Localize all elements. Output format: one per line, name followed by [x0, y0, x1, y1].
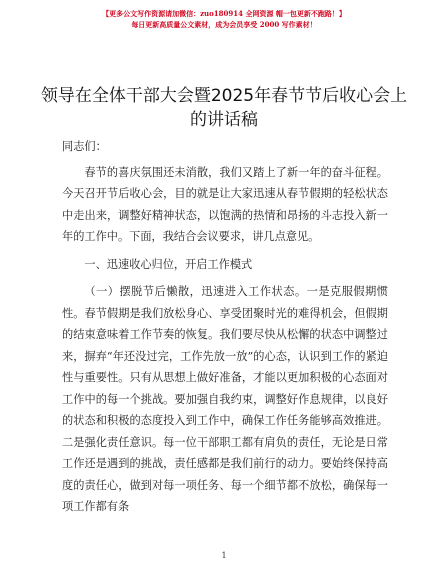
promo-banner — [0, 8, 448, 30]
promo-banner-line-2: 每日更新高质量公文素材，成为会员享受 2000 写作素材！ — [131, 20, 317, 29]
section-heading-1: 一、迅速收心归位，开启工作模式 — [84, 257, 253, 271]
promo-banner-line-1: 【更多公文写作资源请加微信：zuo180914 全网资源 帽一包更新不跑路！】 — [102, 9, 346, 18]
page-number: 1 — [221, 551, 227, 560]
document-title: 领导在全体干部大会暨2025年春节节后收心会上的讲话稿 — [40, 86, 408, 130]
document-body — [62, 136, 388, 518]
paragraph-section-1-1: （一）摆脱节后懒散，迅速进入工作状态。一是克服假期惯性。春节假期是我们放松身心、享受团聚时光的难得机会，但假期的结束意味着工作节奏的恢复。我们要尽快从松懈的状态中调整过来，摒弃“年还没过完，工作先放一放”的心态，认识到工作的紧迫性与重要性。只有从思想上做好准备，才能以更加积极的心态面对工作中的每一个挑战。要加强自我约束，调整好作息规律，以良好的状态和积极的态度投入到工作中，确保工作任务能够高效推进。二是强化责任意识。每一位干部职工都有肩负的责任，无论是日常工作还是遇到的挑战，责任感都是我们前行的动力。要始终保持高度的责任心，做到对每一项任务、每一个细节都不放松，确保每一项工作都有条 — [62, 285, 388, 513]
paragraph-intro: 春节的喜庆氛围还未消散，我们又踏上了新一年的奋斗征程。今天召开节后收心会，目的就是让大家迅速从春节假期的轻松状态中走出来，调整好精神状态，以饱满的热情和昂扬的斗志投入新一年的工作中。下面，我结合会议要求，讲几点意见。 — [62, 165, 388, 243]
greeting: 同志们： — [62, 140, 107, 153]
